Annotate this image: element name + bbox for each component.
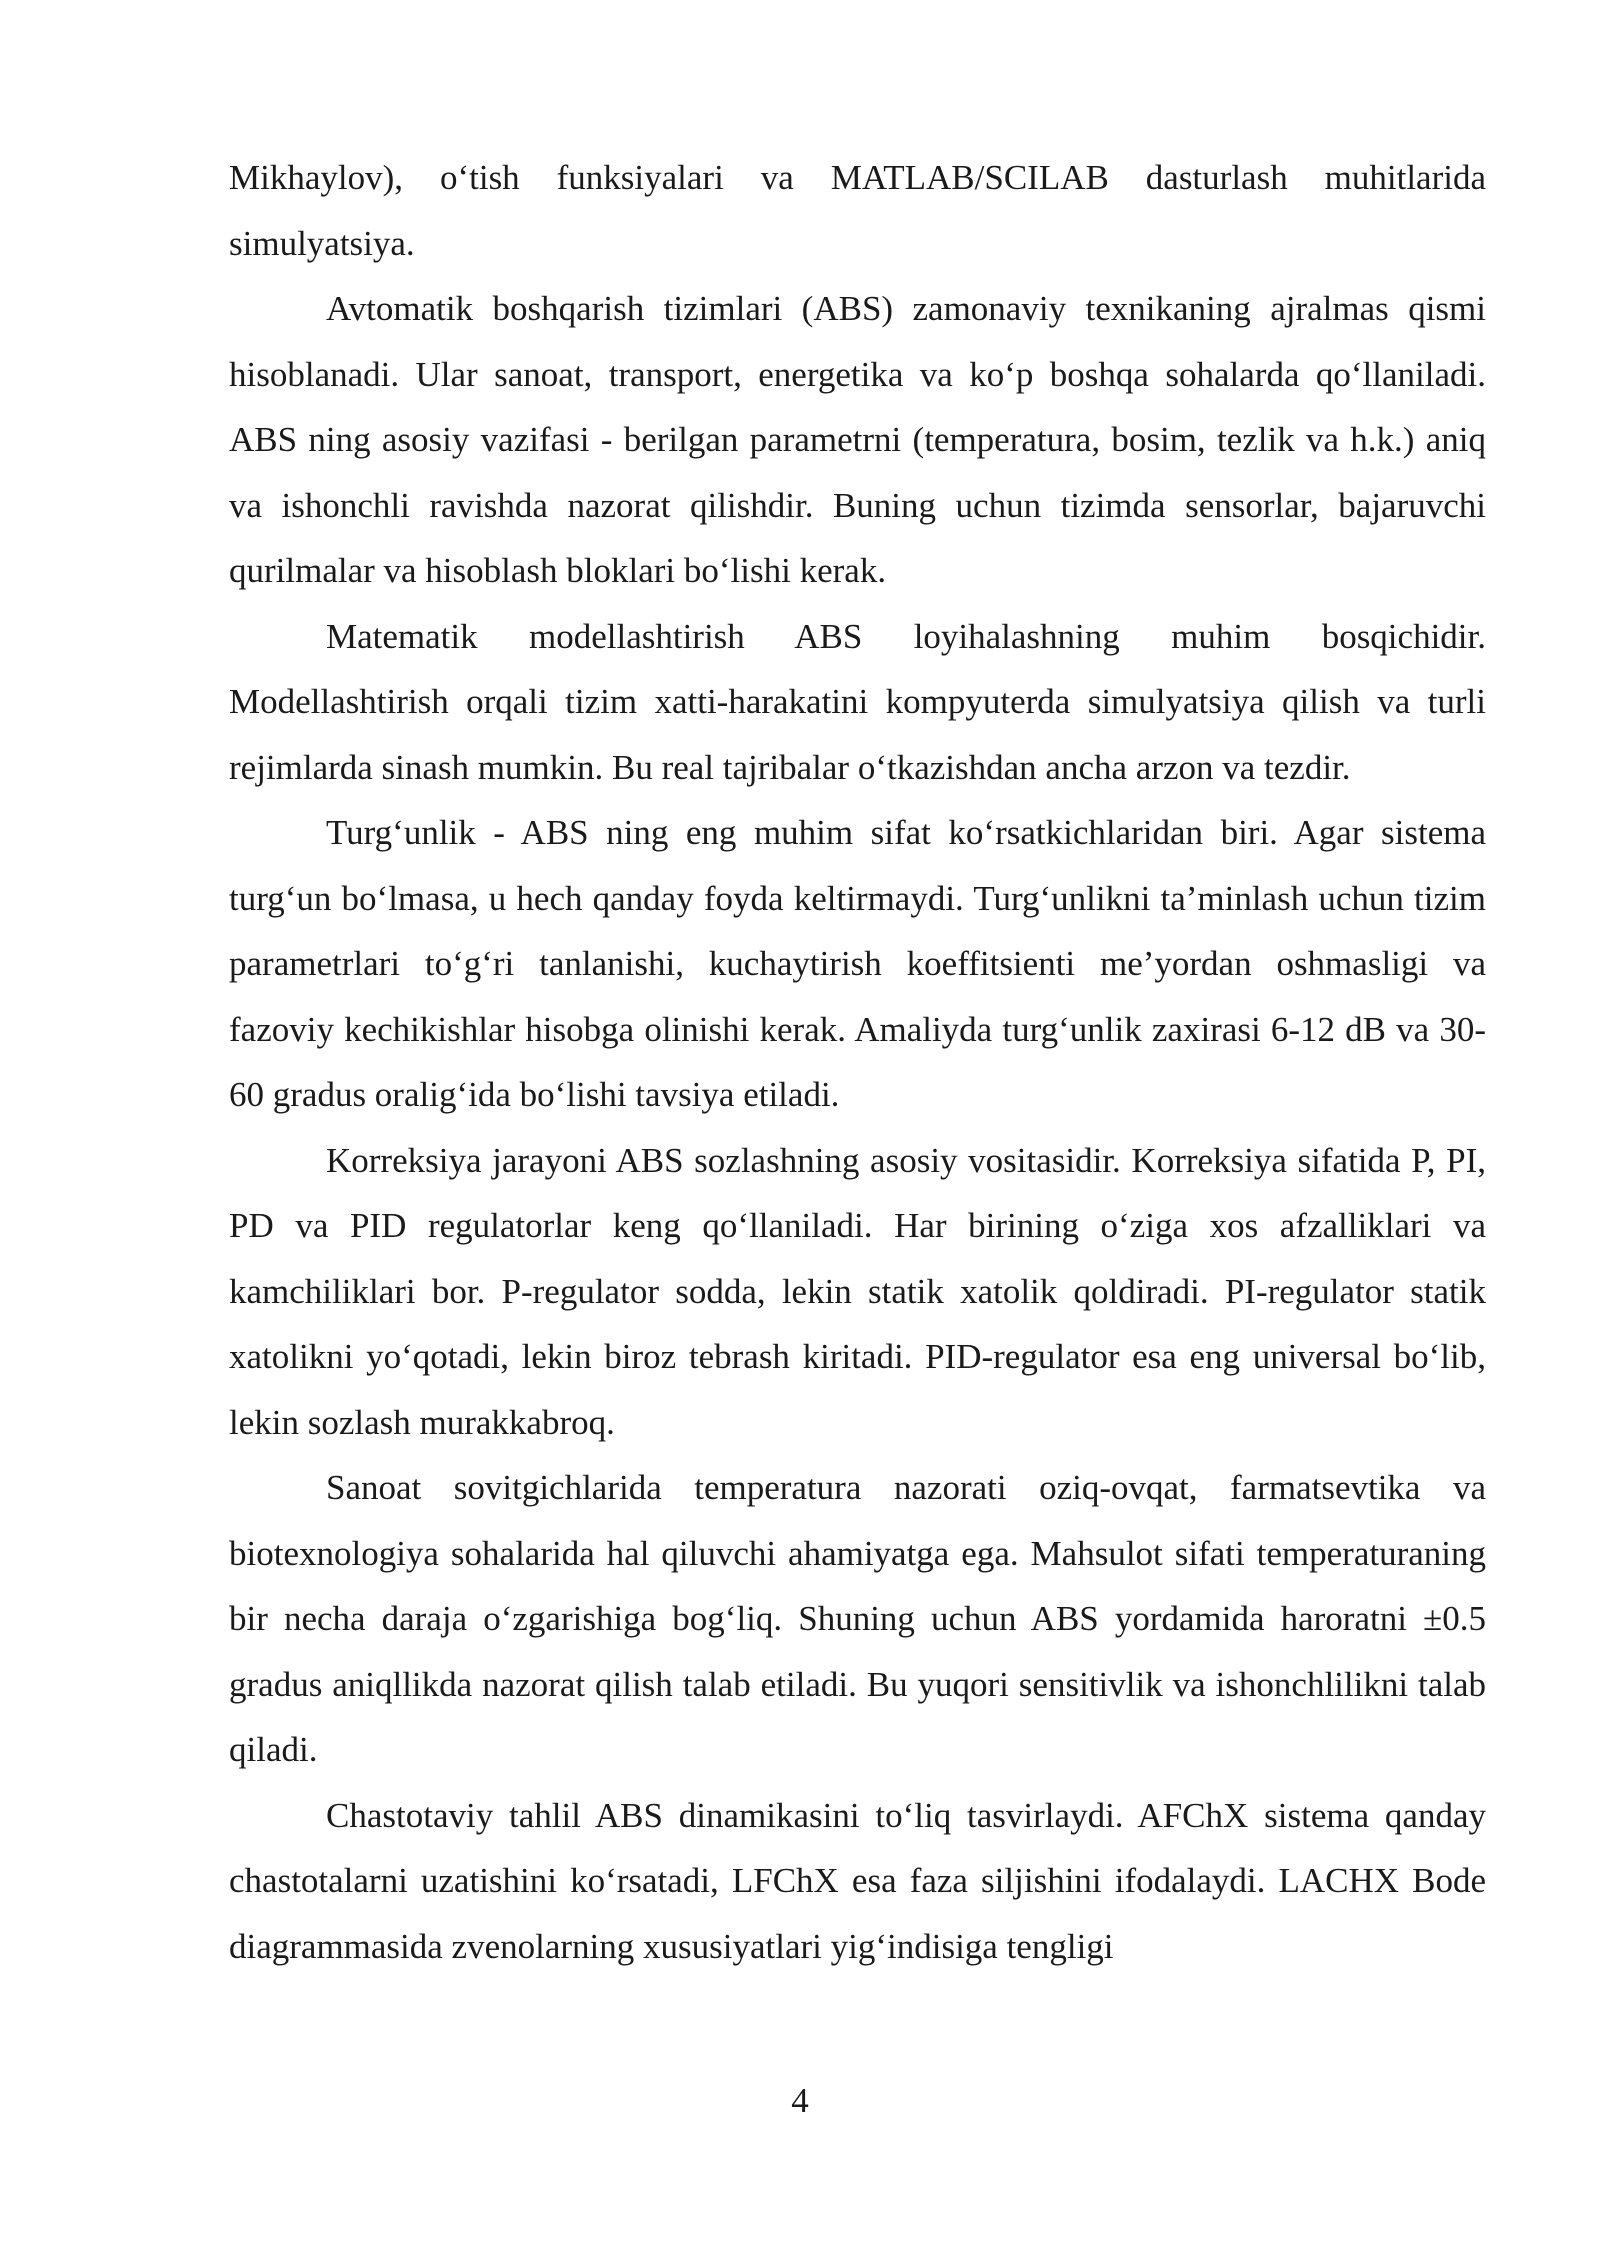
paragraph-modelling: Matematik modellashtirish ABS loyihalashning muhim bosqichidir. Modellashtirish orqali tizim xatti-harakatini kompyuterda simulyatsiya qilish va turli rejimlarda sinash mumkin. Bu real tajribalar o‘tkazishdan ancha arzon va tezdir. bbox=[229, 616, 1486, 787]
paragraph-stability: Turg‘unlik - ABS ning eng muhim sifat ko‘rsatkichlaridan biri. Agar sistema turg‘un bo‘lmasa, u hech qanday foyda keltirmaydi. Turg‘unlikni ta’minlash uchun tizim parametrlari to‘g‘ri tanlanishi, kuchaytirish koeffitsienti me’yordan oshmasligi va fazoviy kechikishlar hisobga olinishi kerak. Amaliyda turg‘unlik zaxirasi 6-12 dB va 30-60 gradus oralig‘ida bo‘lishi tavsiya etiladi. bbox=[229, 813, 1486, 1114]
paragraph-abs-intro: Avtomatik boshqarish tizimlari (ABS) zamonaviy texnikaning ajralmas qismi hisoblanadi. Ular sanoat, transport, energetika va ko‘p boshqa sohalarda qo‘llaniladi. ABS ning asosiy vazifasi - berilgan parametrni (temperatura, bosim, tezlik va h.k.) aniq va ishonchli ravishda nazorat qilishdir. Buning uchun tizimda sensorlar, bajaruvchi qurilmalar va hisoblash bloklari bo‘lishi kerak. bbox=[229, 289, 1486, 590]
page-number: 4 bbox=[791, 2081, 809, 2120]
paragraph-correction: Korreksiya jarayoni ABS sozlashning asosiy vositasidir. Korreksiya sifatida P, PI, PD va PID regulatorlar keng qo‘llaniladi. Har birining o‘ziga xos afzalliklari va kamchiliklari bor. P-regulator sodda, lekin statik xatolik qoldiradi. PI-regulator statik xatolikni yo‘qotadi, lekin biroz tebrash kiritadi. PID-regulator esa eng universal bo‘lib, lekin sozlash murakkabroq. bbox=[229, 1140, 1486, 1442]
paragraph-refrigeration: Sanoat sovitgichlarida temperatura nazorati oziq-ovqat, farmatsevtika va biotexnologiya sohalarida hal qiluvchi ahamiyatga ega. Mahsulot sifati temperaturaning bir necha daraja o‘zgarishiga bog‘liq. Shuning uchun ABS yordamida haroratni ±0.5 gradus aniqllikda nazorat qilish talab etiladi. Bu yuqori sensitivlik va ishonchlilikni talab qiladi. bbox=[229, 1468, 1486, 1769]
paragraph-continuation: Mikhaylov), o‘tish funksiyalari va MATLAB/SCILAB dasturlash muhitlarida simulyatsiya. bbox=[229, 158, 1486, 263]
paragraph-frequency-analysis: Chastotaviy tahlil ABS dinamikasini to‘liq tasvirlaydi. AFChX sistema qanday chastotalarni uzatishini ko‘rsatadi, LFChX esa faza siljishini ifodalaydi. LACHX Bode diagrammasida zvenolarning xususiyatlari yig‘indisiga tengligi bbox=[229, 1795, 1486, 1966]
body-text bbox=[229, 145, 1486, 1979]
